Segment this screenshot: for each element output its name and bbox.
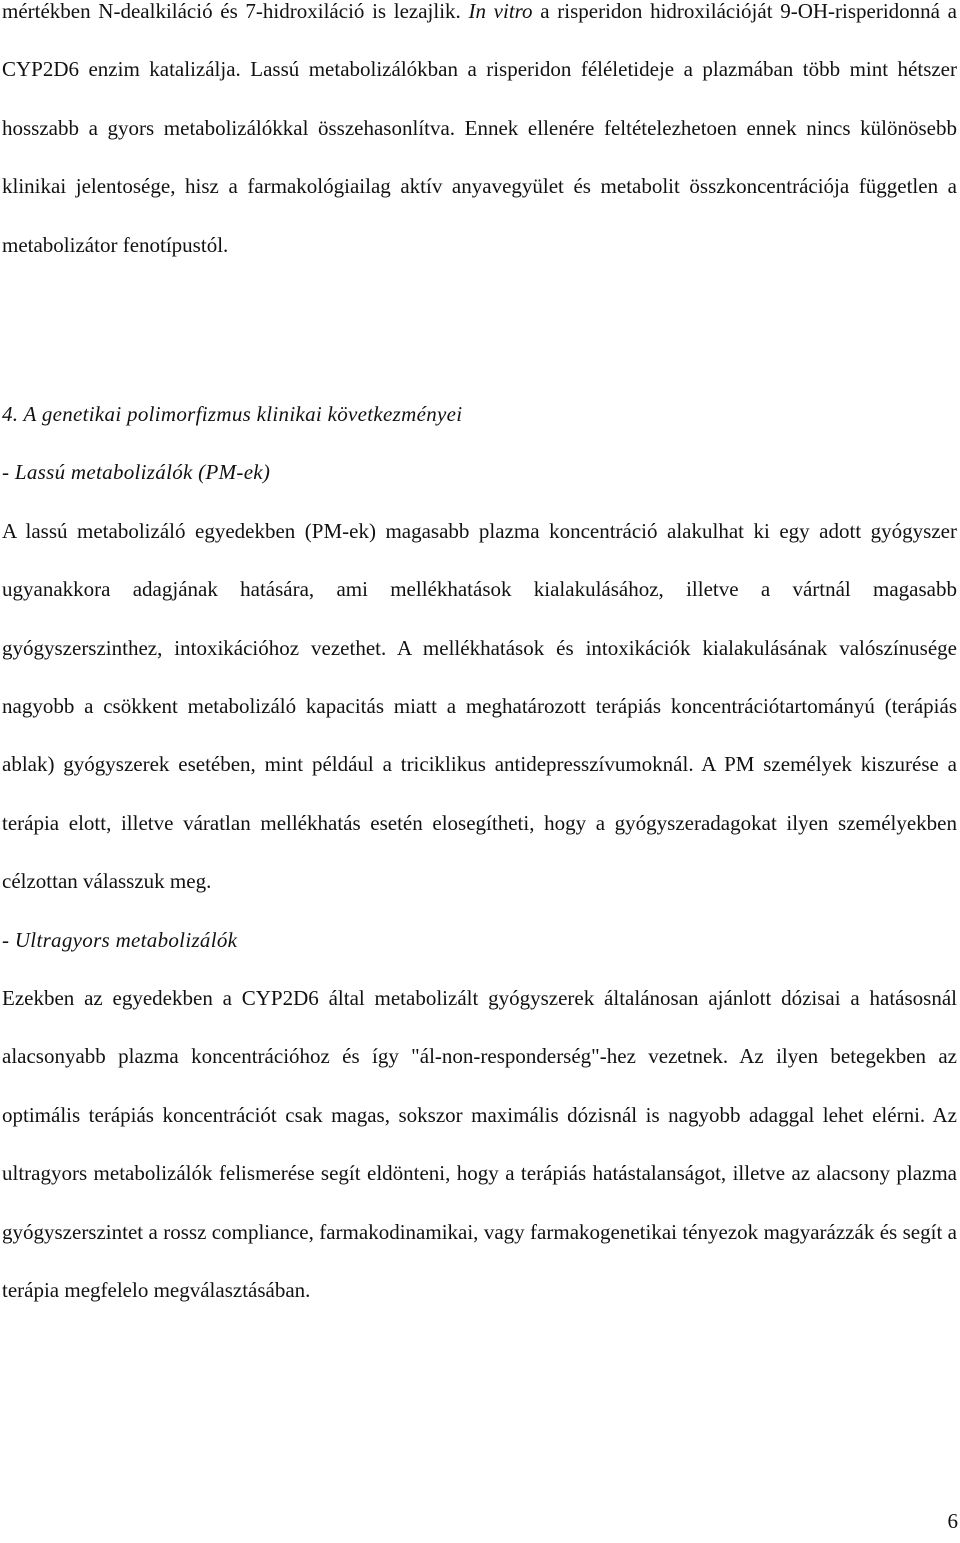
section-polymorphism xyxy=(2,385,957,1320)
intro-text-rest: a risperidon hidroxilációját 9-OH-risperidonná a CYP2D6 enzim katalizálja. Lassú metabolizálókban a risperidon féléletideje a plazmában több mint hétszer hosszabb a gyors metabolizálókkal összehasonlítva. Ennek ellenére feltételezhetoen ennek nincs különösebb klinikai jelentosége, hisz a farmakológiailag aktív anyavegyület és metabolit összkoncentrációja független a metabolizátor fenotípustól. xyxy=(2,0,958,257)
pm-subheading: - Lassú metabolizálók (PM-ek) xyxy=(2,460,271,485)
section-heading: 4. A genetikai polimorfizmus klinikai következményei xyxy=(2,402,463,426)
intro-paragraph xyxy=(2,0,957,274)
um-paragraph: Ezekben az egyedekben a CYP2D6 által metabolizált gyógyszerek általánosan ajánlott dózisai a hatásosnál alacsonyabb plazma koncentrációhoz és így "ál-non-responderség"-hez vezetnek. Az ilyen betegekben az optimális terápiás koncentrációt csak magas, sokszor maximális dózisnál is nagyobb adaggal lehet elérni. Az ultragyors metabolizálók felismerése segít eldönteni, hogy a terápiás hatástalanságot, illetve az alacsony plazma gyógyszerszintet a rossz compliance, farmakodinamikai, vagy farmakogenetikai tényezok magyarázzák és segít a terápia megfelelo megválasztásában. xyxy=(2,986,957,1303)
intro-text-start: mértékben N-dealkiláció és 7-hidroxiláció is lezajlik. xyxy=(2,0,461,23)
pm-paragraph: A lassú metabolizáló egyedekben (PM-ek) magasabb plazma koncentráció alakulhat ki egy adott gyógyszer ugyanakkora adagjának hatására, ami mellékhatások kialakulásához, illetve a vártnál magasabb gyógyszerszinthez, intoxikációhoz vezethet. A mellékhatások és intoxikációk kialakulásának valószínusége nagyobb a csökkent metabolizáló kapacitás miatt a meghatározott terápiás koncentrációtartományú (terápiás ablak) gyógyszerek esetében, mint például a triciklikus antidepresszívumoknál. A PM személyek kiszurése a terápia elott, illetve váratlan mellékhatás esetén elosegítheti, hogy a gyógyszeradagokat ilyen személyekben célzottan válasszuk meg. xyxy=(2,518,957,894)
page-number: 6 xyxy=(947,1509,958,1533)
um-subheading: - Ultragyors metabolizálók xyxy=(2,927,238,952)
in-vitro-italic: In vitro xyxy=(468,0,533,23)
